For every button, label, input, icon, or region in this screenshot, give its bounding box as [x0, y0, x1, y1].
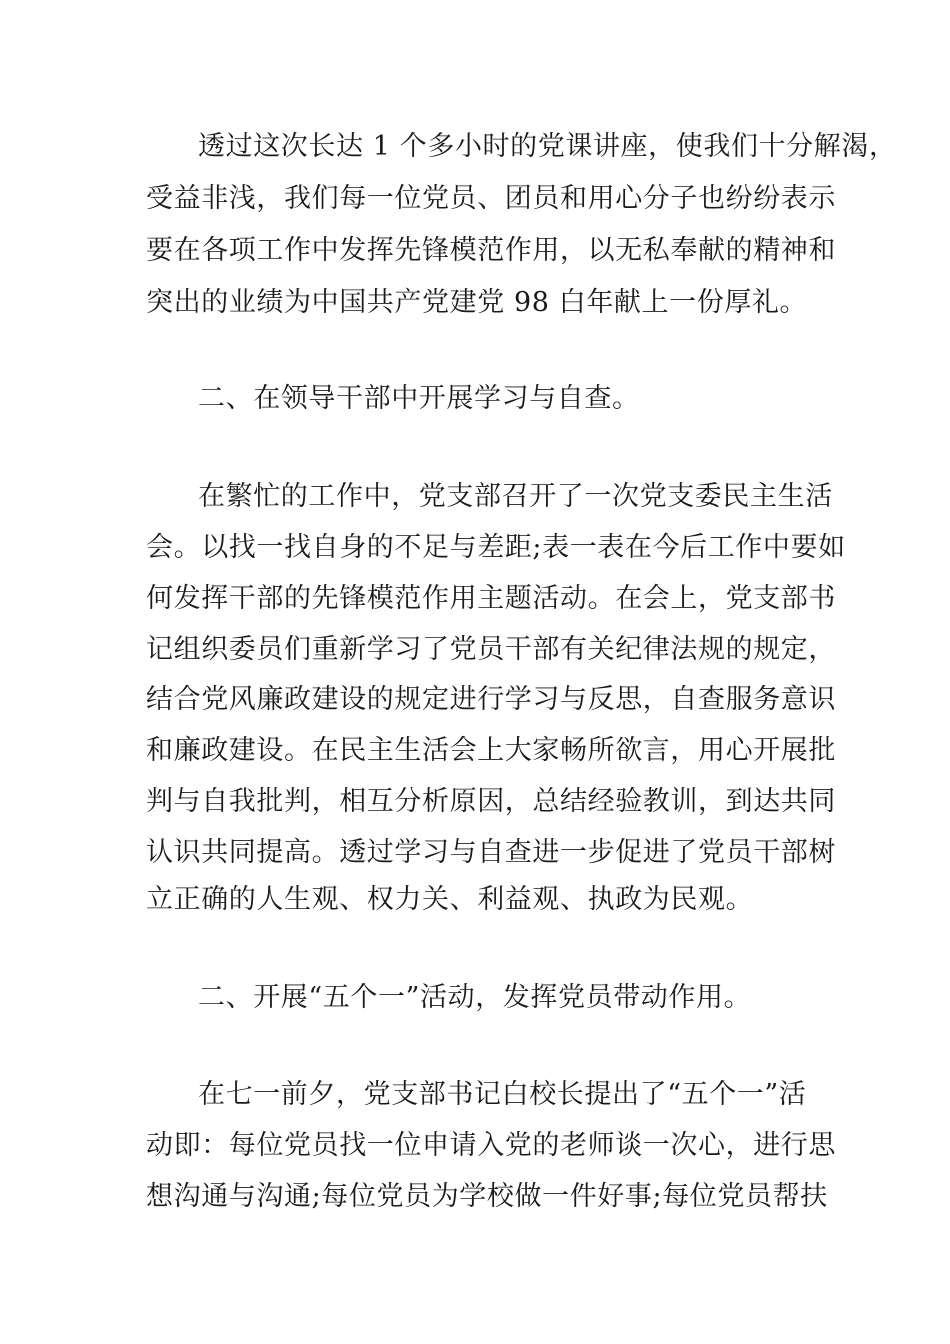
section-heading-1: 二、在领导干部中开展学习与自查。 — [198, 383, 640, 414]
paragraph-2-line-6: 和廉政建设。在民主生活会上大家畅所欲言，用心开展批 — [146, 735, 836, 766]
paragraph-2-line-4: 记组织委员们重新学习了党员干部有关纪律法规的规定， — [146, 634, 836, 665]
paragraph-2-line-8: 认识共同提高。透过学习与自查进一步促进了党员干部树 — [146, 837, 836, 868]
paragraph-3-line-3: 想沟通与沟通;每位党员为学校做一件好事;每位党员帮扶 — [146, 1181, 828, 1212]
paragraph-2-line-1: 在繁忙的工作中，党支部召开了一次党支委民主生活 — [198, 481, 833, 512]
paragraph-2-line-3: 何发挥干部的先锋模范作用主题活动。在会上，党支部书 — [146, 583, 836, 614]
section-heading-2: 二、开展“五个一”活动，发挥党员带动作用。 — [198, 982, 752, 1013]
paragraph-3-line-1: 在七一前夕，党支部书记白校长提出了“五个一”活 — [198, 1079, 807, 1110]
paragraph-1-line-2: 受益非浅，我们每一位党员、团员和用心分子也纷纷表示 — [146, 183, 836, 214]
paragraph-2-line-9: 立正确的人生观、权力关、利益观、执政为民观。 — [146, 884, 754, 915]
paragraph-1-line-1: 透过这次长达 1 个多小时的党课讲座，使我们十分解渴， — [198, 131, 897, 162]
paragraph-1-line-4: 突出的业绩为中国共产党建党 98 白年献上一份厚礼。 — [146, 287, 808, 318]
paragraph-2-line-5: 结合党风廉政建设的规定进行学习与反思，自查服务意识 — [146, 684, 836, 715]
paragraph-2-line-2: 会。以找一找自身的不足与差距;表一表在今后工作中要如 — [146, 532, 846, 563]
paragraph-2-line-7: 判与自我批判，相互分析原因，总结经验教训，到达共同 — [146, 786, 836, 817]
paragraph-1-line-3: 要在各项工作中发挥先锋模范作用，以无私奉献的精神和 — [146, 235, 836, 266]
paragraph-3-line-2: 动即：每位党员找一位申请入党的老师谈一次心，进行思 — [146, 1130, 836, 1161]
